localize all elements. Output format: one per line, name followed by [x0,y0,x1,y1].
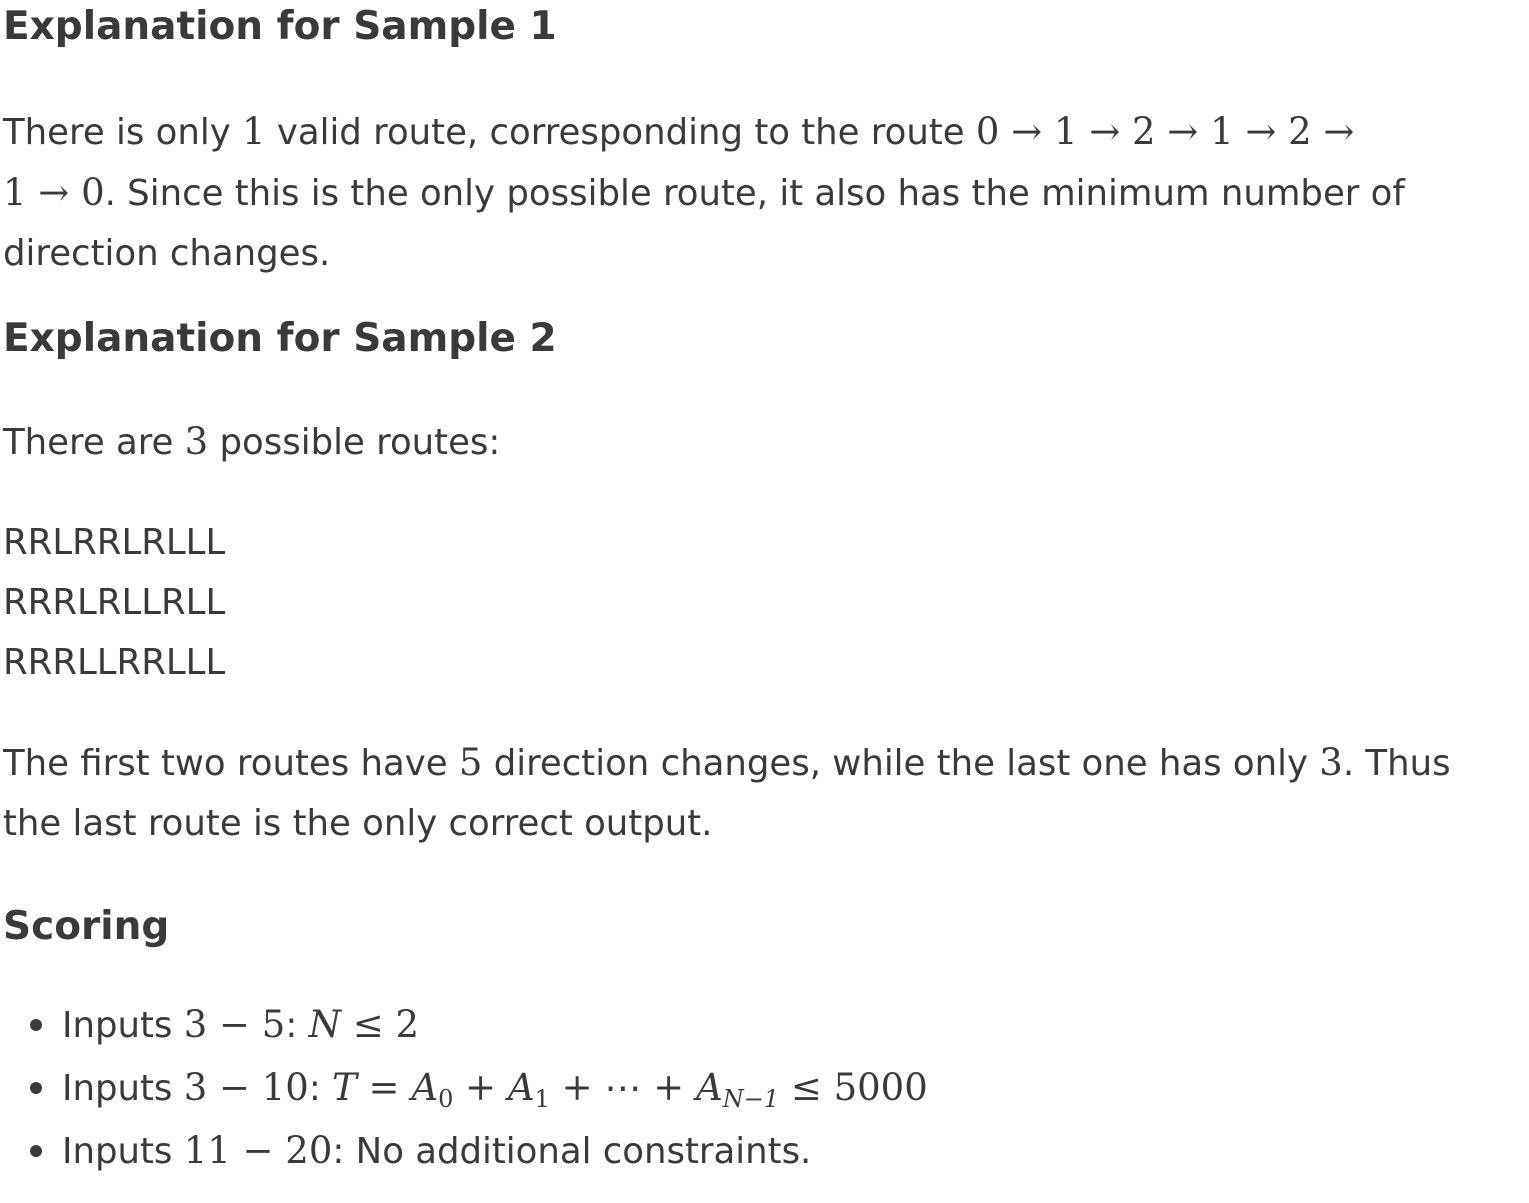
text: : [285,1005,309,1046]
text: . Since this is the only possible route, it also has the minimum number of [104,173,1405,214]
text: : No additional constraints. [332,1131,812,1172]
text: : [308,1068,333,1109]
math-sub: 0 [438,1085,454,1113]
math-op: + [453,1066,508,1109]
math-op: ≤ 5000 [779,1066,928,1109]
sample-2-outro-line-2: the last route is the only correct output. [3,803,713,844]
text: valid route, corresponding to the route [265,112,976,153]
text: The first two routes have [3,743,459,784]
math-var: A [695,1066,723,1109]
sample-1-line-3: direction changes. [3,233,331,274]
math-range: 3 − 5 [183,1003,286,1046]
math-op: + ⋯ + [549,1066,696,1109]
math-var: T [332,1066,357,1109]
text: . Thus [1342,743,1451,784]
math-op: = [356,1066,412,1109]
scoring-item [3,1120,1525,1183]
text: There is only [3,112,242,153]
text: Inputs [62,1005,184,1046]
text: There are [3,422,185,463]
routes-list [3,513,1525,693]
scoring-item [3,994,1525,1057]
math-sub: 1 [534,1085,550,1113]
sample-2-outro-line-1 [3,733,1525,794]
math-sum-formula [332,1066,928,1113]
math-sub: N−1 [722,1085,780,1113]
text: Inputs [62,1068,184,1109]
math-count: 3 [1319,741,1343,784]
text: Inputs [62,1131,184,1172]
scoring-heading: Scoring [3,904,170,949]
math-var: N [308,1003,341,1046]
scoring-list [3,994,1525,1183]
problem-statement [3,0,1525,1183]
sample-2-intro [3,412,1525,473]
math-count: 5 [458,741,483,784]
sample-1-heading: Explanation for Sample 1 [3,4,557,49]
text: direction changes, while the last one has only [482,743,1320,784]
sample-2-heading: Explanation for Sample 2 [3,316,557,361]
text: possible routes: [208,422,501,463]
math-count: 1 [241,110,266,153]
route-line: RRLRRLRLLL [3,522,226,563]
math-var: A [411,1066,439,1109]
math-route: 0 → 1 → 2 → 1 → 2 → [975,110,1355,153]
math-route-end: 1 → 0 [3,171,105,214]
math-range: 11 − 20 [183,1129,333,1172]
math-var: A [507,1066,535,1109]
math-range: 3 − 10 [183,1066,309,1109]
route-line: RRRLRLLRLL [3,582,226,623]
math-cond: ≤ 2 [340,1003,420,1046]
route-line: RRRLLRRLLL [3,642,226,683]
math-count: 3 [184,420,209,463]
sample-1-line-2 [3,163,1525,224]
scoring-item [3,1057,1525,1120]
sample-1-line-1 [3,102,1525,163]
